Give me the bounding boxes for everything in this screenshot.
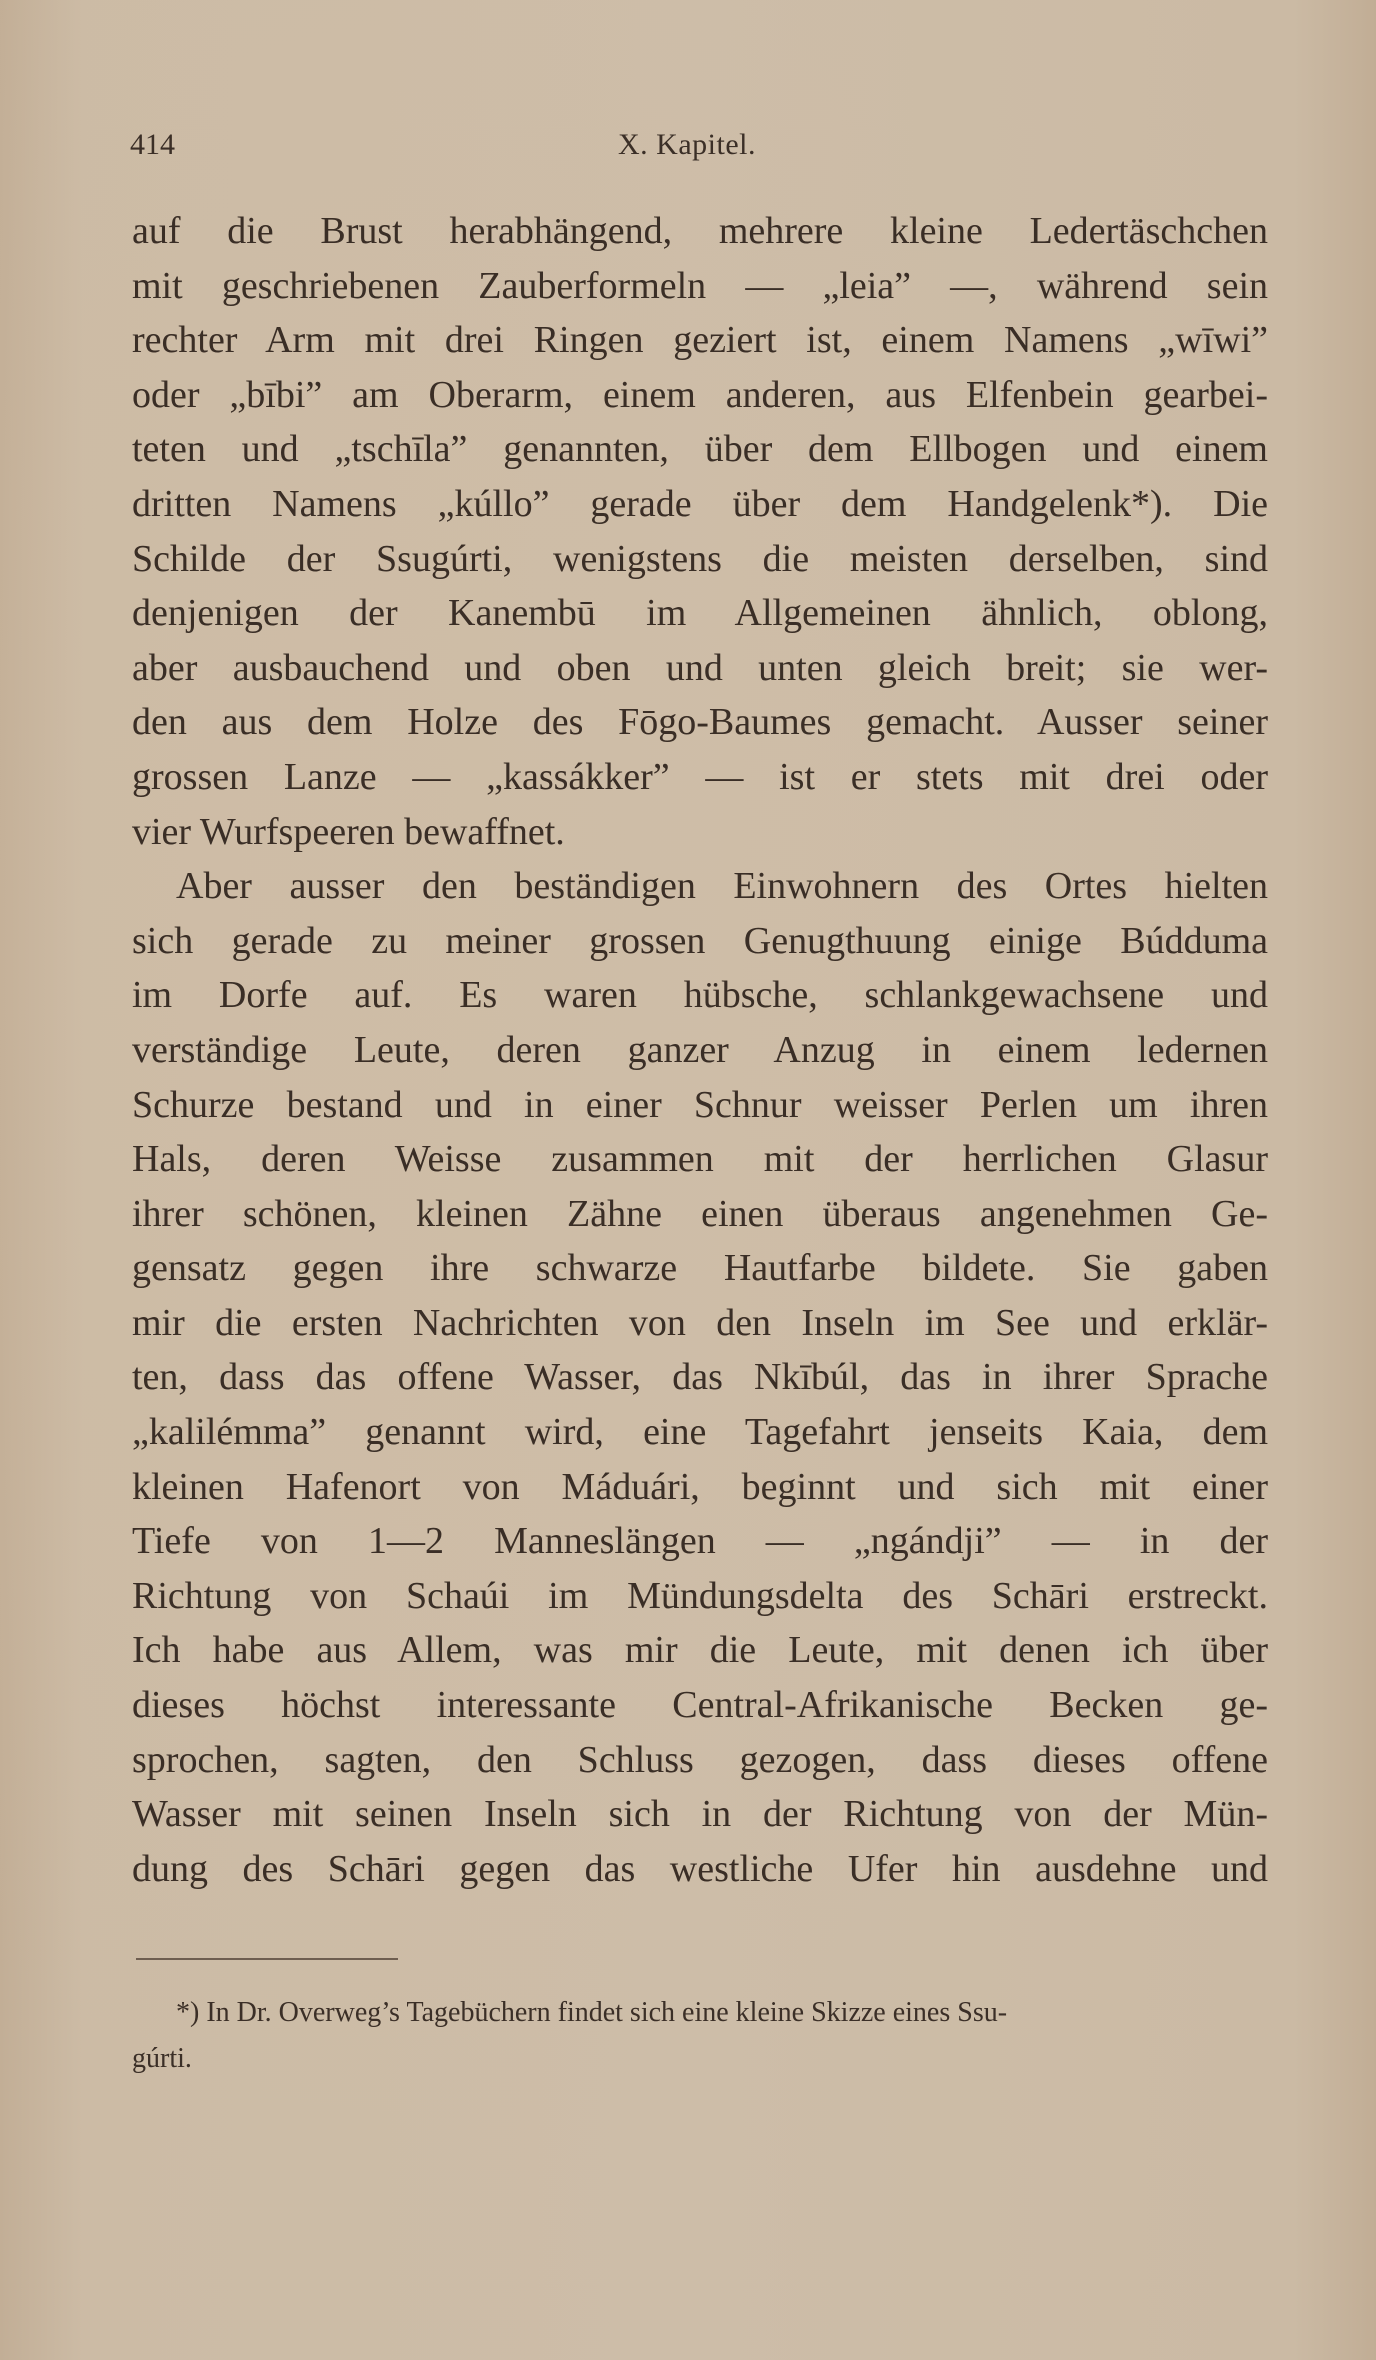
body-text xyxy=(132,204,1268,1896)
running-head: X. Kapitel. xyxy=(618,128,756,161)
text-line: teten und „tschīla” genannten, über dem Ellbogen und einem xyxy=(132,428,1268,471)
text-line: „kalilémma” genannt wird, eine Tagefahrt jenseits Kaia, dem xyxy=(132,1411,1268,1454)
text-line: Ich habe aus Allem, was mir die Leute, mit denen ich über xyxy=(132,1629,1268,1672)
text-line: sprochen, sagten, den Schluss gezogen, dass dieses offene xyxy=(132,1738,1268,1781)
text-line: auf die Brust herabhängend, mehrere kleine Ledertäschchen xyxy=(132,210,1268,252)
text-line: ten, dass das offene Wasser, das Nkībúl, das in ihrer Sprache xyxy=(132,1356,1268,1399)
text-line: verständige Leute, deren ganzer Anzug in einem ledernen xyxy=(132,1028,1268,1071)
text-line: denjenigen der Kanembū im Allgemeinen ähnlich, oblong, xyxy=(132,592,1268,635)
text-line: mir die ersten Nachrichten von den Inseln im See und erklär- xyxy=(132,1301,1268,1344)
paragraph-start-line: Aber ausser den beständigen Einwohnern des Ortes hielten xyxy=(176,865,1268,908)
text-line: sich gerade zu meiner grossen Genugthuung einige Búdduma xyxy=(132,919,1268,962)
text-line: oder „bībi” am Oberarm, einem anderen, aus Elfenbein gearbei- xyxy=(132,373,1268,416)
text-line: dieses höchst interessante Central-Afrikanische Becken ge- xyxy=(132,1684,1268,1727)
text-line: Hals, deren Weisse zusammen mit der herrlichen Glasur xyxy=(132,1138,1268,1181)
footnote-divider xyxy=(136,1958,398,1960)
text-line: im Dorfe auf. Es waren hübsche, schlankgewachsene und xyxy=(132,974,1268,1017)
text-line: Schilde der Ssugúrti, wenigstens die meisten derselben, sind xyxy=(132,537,1268,580)
footnote-line: *) In Dr. Overweg’s Tagebüchern findet sich eine kleine Skizze eines Ssu- xyxy=(176,1997,1008,2028)
footnote-line: gúrti. xyxy=(132,2043,192,2074)
text-line: dung des Schāri gegen das westliche Ufer hin ausdehne und xyxy=(132,1847,1268,1890)
text-line: gensatz gegen ihre schwarze Hautfarbe bildete. Sie gaben xyxy=(132,1247,1268,1290)
text-line: ihrer schönen, kleinen Zähne einen überaus angenehmen Ge- xyxy=(132,1192,1268,1235)
text-line: mit geschriebenen Zauberformeln — „leia” —, während sein xyxy=(132,264,1268,307)
page-header xyxy=(130,128,1270,172)
paragraph-end-line: vier Wurfspeeren bewaffnet. xyxy=(132,810,565,853)
text-line: rechter Arm mit drei Ringen geziert ist, einem Namens „wīwi” xyxy=(132,319,1268,362)
page-number: 414 xyxy=(130,128,175,161)
text-line: Schurze bestand und in einer Schnur weisser Perlen um ihren xyxy=(132,1083,1268,1126)
text-line: aber ausbauchend und oben und unten gleich breit; sie wer- xyxy=(132,646,1268,689)
text-line: dritten Namens „kúllo” gerade über dem Handgelenk*). Die xyxy=(132,482,1268,525)
text-line: grossen Lanze — „kassákker” — ist er stets mit drei oder xyxy=(132,755,1268,798)
text-line: Richtung von Schaúi im Mündungsdelta des Schāri erstreckt. xyxy=(132,1574,1268,1617)
text-line: kleinen Hafenort von Máduári, beginnt und sich mit einer xyxy=(132,1465,1268,1508)
text-line: den aus dem Holze des Fōgo-Baumes gemacht. Ausser seiner xyxy=(132,701,1268,744)
footnote xyxy=(132,1990,1268,2082)
text-line: Wasser mit seinen Inseln sich in der Richtung von der Mün- xyxy=(132,1793,1268,1836)
text-line: Tiefe von 1—2 Mannеslängen — „ngándji” — in der xyxy=(132,1520,1268,1563)
